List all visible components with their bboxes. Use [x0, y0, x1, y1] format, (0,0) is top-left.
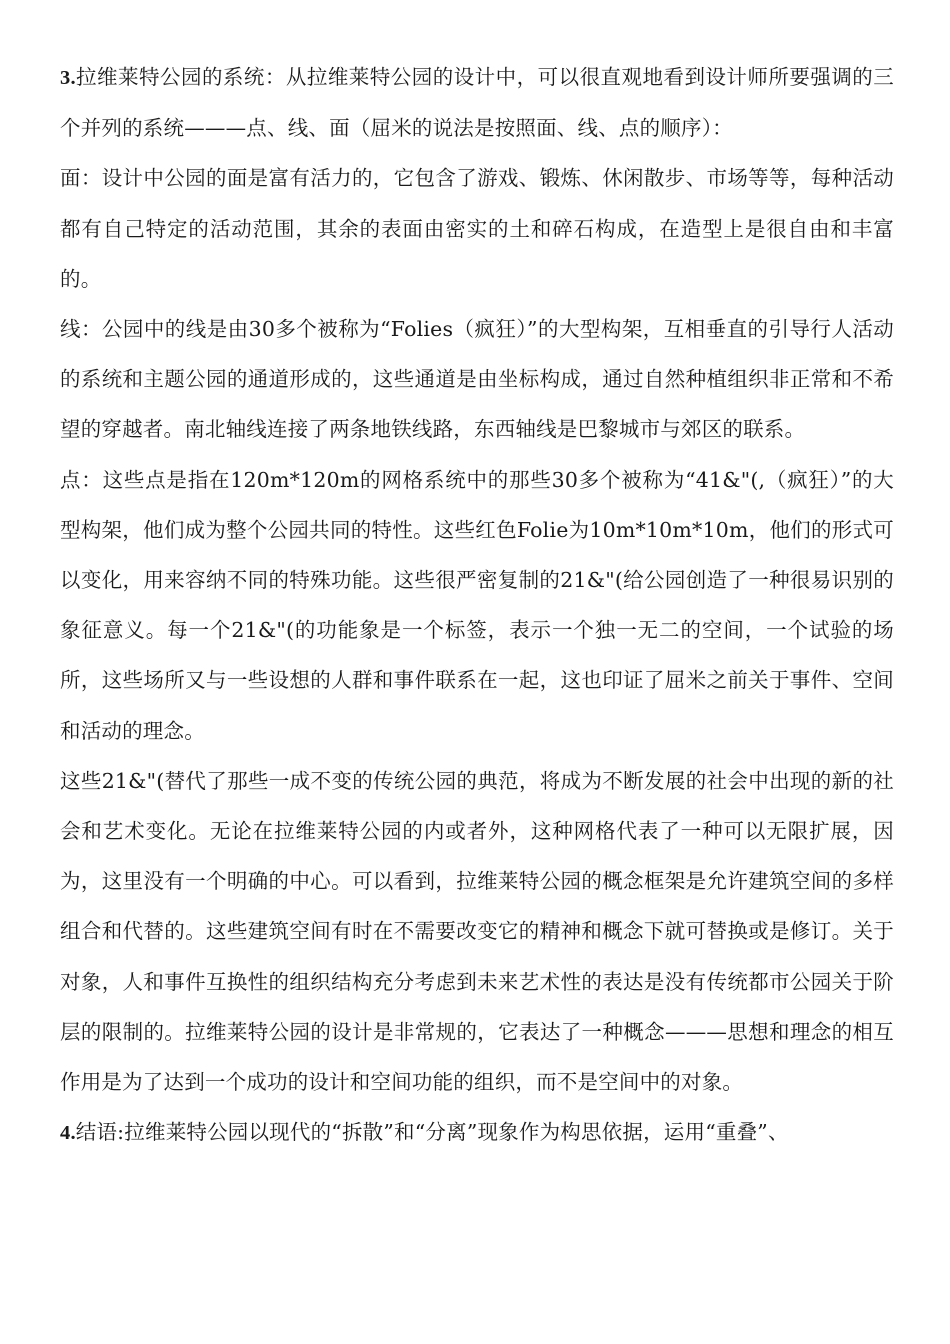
section-number: 4.: [60, 1122, 76, 1145]
paragraph-text: 线：公园中的线是由30多个被称为“Folies（疯狂）”的大型构架，互相垂直的引导行人活动的系统和主题公园的通道形成的，这些通道是由坐标构成，通过自然种植组织非正常和不希望的穿越者。南北轴线连接了两条地铁线路，东西轴线是巴黎城市与郊区的联系。: [60, 317, 894, 442]
paragraph-point: [60, 455, 894, 756]
paragraph-line: [60, 304, 894, 455]
paragraph-text: 拉维莱特公园的系统：从拉维莱特公园的设计中，可以很直观地看到设计师所要强调的三个并列的系统———点、线、面（屈米的说法是按照面、线、点的顺序）：: [60, 65, 894, 141]
paragraph-system: [60, 52, 894, 153]
paragraph-conclusion: [60, 1107, 894, 1158]
paragraph-folies: [60, 756, 894, 1107]
paragraph-surface: [60, 153, 894, 304]
paragraph-text: 面：设计中公园的面是富有活力的，它包含了游戏、锻炼、休闲散步、市场等等，每种活动都有自己特定的活动范围，其余的表面由密实的土和碎石构成，在造型上是很自由和丰富的。: [60, 166, 894, 291]
document-page: [60, 52, 894, 1158]
paragraph-text: 结语:拉维莱特公园以现代的“拆散”和“分离”现象作为构思依据，运用“重叠”、: [75, 1120, 789, 1145]
paragraph-text: 这些21&"(替代了那些一成不变的传统公园的典范，将成为不断发展的社会中出现的新的社会和艺术变化。无论在拉维莱特公园的内或者外，这种网格代表了一种可以无限扩展，因为，这里没有一个明确的中心。可以看到，拉维莱特公园的概念框架是允许建筑空间的多样组合和代替的。这些建筑空间有时在不需要改变它的精神和概念下就可替换或是修订。关于对象，人和事件互换性的组织结构充分考虑到未来艺术性的表达是没有传统都市公园关于阶层的限制的。拉维莱特公园的设计是非常规的，它表达了一种概念———思想和理念的相互作用是为了达到一个成功的设计和空间功能的组织，而不是空间中的对象。: [60, 768, 894, 1095]
section-number: 3.: [60, 67, 76, 89]
paragraph-text: 点：这些点是指在120m*120m的网格系统中的那些30多个被称为“41&"(,（疯狂）”的大型构架，他们成为整个公园共同的特性。这些红色Folie为10m*10m*10m，他们的形式可以变化，用来容纳不同的特殊功能。这些很严密复制的21&"(给公园创造了一种很易识别的象征意义。每一个21&"(的功能象是一个标签，表示一个独一无二的空间，一个试验的场所，这些场所又与一些设想的人群和事件联系在一起，这也印证了屈米之前关于事件、空间和活动的理念。: [60, 467, 894, 743]
